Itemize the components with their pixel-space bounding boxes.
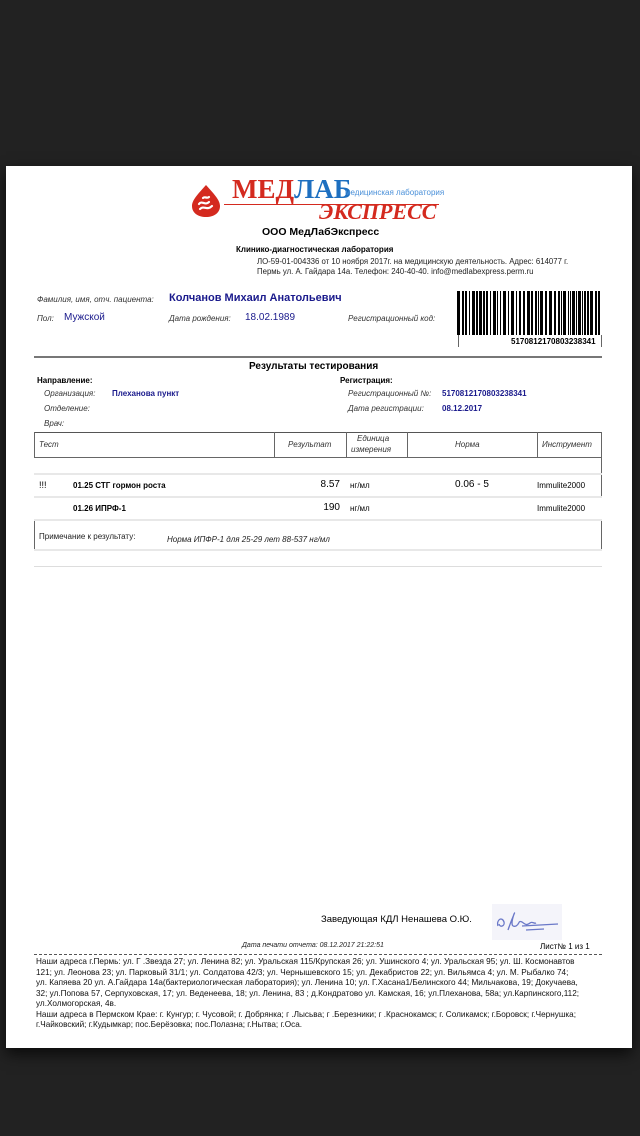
address-line: ул.Холмогорская, 4в.	[36, 999, 117, 1008]
org-value: Плеханова пункт	[112, 389, 180, 398]
license-line-1: ЛО-59-01-004336 от 10 ноября 2017г. на медицинскую деятельность. Адрес: 614077 г.	[257, 257, 569, 266]
dept-label: Отделение:	[44, 404, 90, 413]
note-text: Норма ИПФР-1 для 25-29 лет 88-537 нг/мл	[167, 535, 330, 544]
results-title: Результаты тестирования	[249, 361, 379, 372]
sex-label: Пол:	[37, 314, 54, 323]
reg-code-label: Регистрационный код:	[348, 314, 436, 323]
logo-med: МЕД	[232, 174, 295, 204]
row-instrument: Immulite2000	[537, 504, 586, 513]
org-label: Организация:	[44, 389, 96, 398]
header-unit-1: Единица	[357, 434, 390, 443]
footer-divider	[34, 954, 602, 955]
logo-express: ЭКСПРЕСС	[319, 199, 437, 224]
doctor-label: Врач:	[44, 419, 65, 428]
dob-label: Дата рождения:	[169, 314, 231, 323]
logo-lab: ЛАБ	[294, 174, 352, 204]
row-test: 01.26 ИПРФ-1	[73, 504, 126, 513]
signature-image	[492, 904, 562, 940]
header-result: Результат	[288, 440, 332, 449]
divider	[34, 356, 602, 358]
barcode-number: 5170812170803238341	[511, 337, 596, 346]
signature-line: Заведующая КДЛ Ненашева О.Ю.	[321, 914, 472, 925]
row-test: 01.25 СТГ гормон роста	[73, 481, 166, 490]
lab-subtitle: Клинико-диагностическая лаборатория	[236, 245, 394, 254]
registration-title: Регистрация:	[340, 376, 393, 385]
address-line: г.Чайковский; г.Кудымкар; пос.Берёзовка; пос.Полазна; г.Нытва; г.Оса.	[36, 1020, 303, 1029]
header-instrument: Инструмент	[542, 440, 592, 449]
page-number: Лист№ 1 из 1	[540, 942, 590, 951]
dob-value: 18.02.1989	[245, 312, 296, 323]
license-line-2: Пермь ул. А. Гайдара 14а. Телефон: 240-40-40. info@medlabexpress.perm.ru	[257, 267, 534, 276]
row-result: 8.57	[320, 479, 340, 490]
barcode	[457, 291, 603, 335]
lab-report-page	[6, 166, 632, 1048]
reg-date-label: Дата регистрации:	[348, 404, 424, 413]
reg-number: 5170812170803238341	[442, 389, 527, 398]
patient-name: Колчанов Михаил Анатольевич	[169, 292, 342, 304]
row-norm: 0.06 - 5	[455, 479, 489, 490]
address-line: ул. Капяева 20 ул. А.Гайдара 14а(бактериологическая лаборатория); ул. Ленина 10; ул. Г.Хасана1/Белинского 44; Мильчакова, 19; Докучаева,	[36, 978, 578, 987]
note-label: Примечание к результату:	[39, 532, 136, 541]
header-test: Тест	[39, 440, 59, 449]
header-norm: Норма	[455, 440, 480, 449]
logo-tagline: медицинская лаборатория	[345, 188, 445, 197]
flame-drop-icon	[190, 184, 222, 218]
address-line: 32; ул.Попова 57, Серпуховская, 17; ул. Веденеева, 18; ул. Ленина, 83 ; д.Кондратово ул. Камская, 16; ул.Плеханова, 58а; ул.Карпинского,112;	[36, 988, 580, 998]
row-instrument: Immulite2000	[537, 481, 586, 490]
sex-value: Мужской	[64, 312, 105, 323]
address-line: Наши адреса в Пермском Крае: г. Кунгур; г. Чусовой; г. Добрянка; г .Лысьва; г .Березники; г .Краснокамск; г. Соликамск; г.Боровск; г.Чернушка;	[36, 1009, 576, 1019]
referral-title: Направление:	[37, 376, 93, 385]
header-unit-2: измерения	[351, 445, 392, 454]
reg-number-label: Регистрационный №:	[348, 389, 432, 398]
address-line: 121; ул. Леонова 23; ул. Парковый 31/1; ул. Солдатова 42/3; ул. Чернышевского 15; ул. Декабристов 22; ул. Вильямса 4; ул. М. Рыбалко 74;	[36, 967, 569, 977]
row-flag: !!!	[39, 480, 47, 490]
print-date: Дата печати отчета: 08.12.2017 21:22:51	[242, 942, 384, 949]
address-line: Наши адреса г.Пермь: ул. Г .Звезда 27; ул. Ленина 82; ул. Уральская 115/Крупская 26; ул. Ушинского 4; ул. Уральская 95; ул. Ш. Космонавтов	[36, 957, 575, 966]
patient-name-label: Фамилия, имя, отч. пациента:	[37, 295, 154, 304]
row-unit: нг/мл	[350, 504, 370, 513]
company-name: ООО МедЛабЭкспресс	[262, 226, 380, 238]
row-unit: нг/мл	[350, 481, 370, 490]
row-result: 190	[323, 502, 340, 513]
reg-date: 08.12.2017	[442, 404, 483, 413]
